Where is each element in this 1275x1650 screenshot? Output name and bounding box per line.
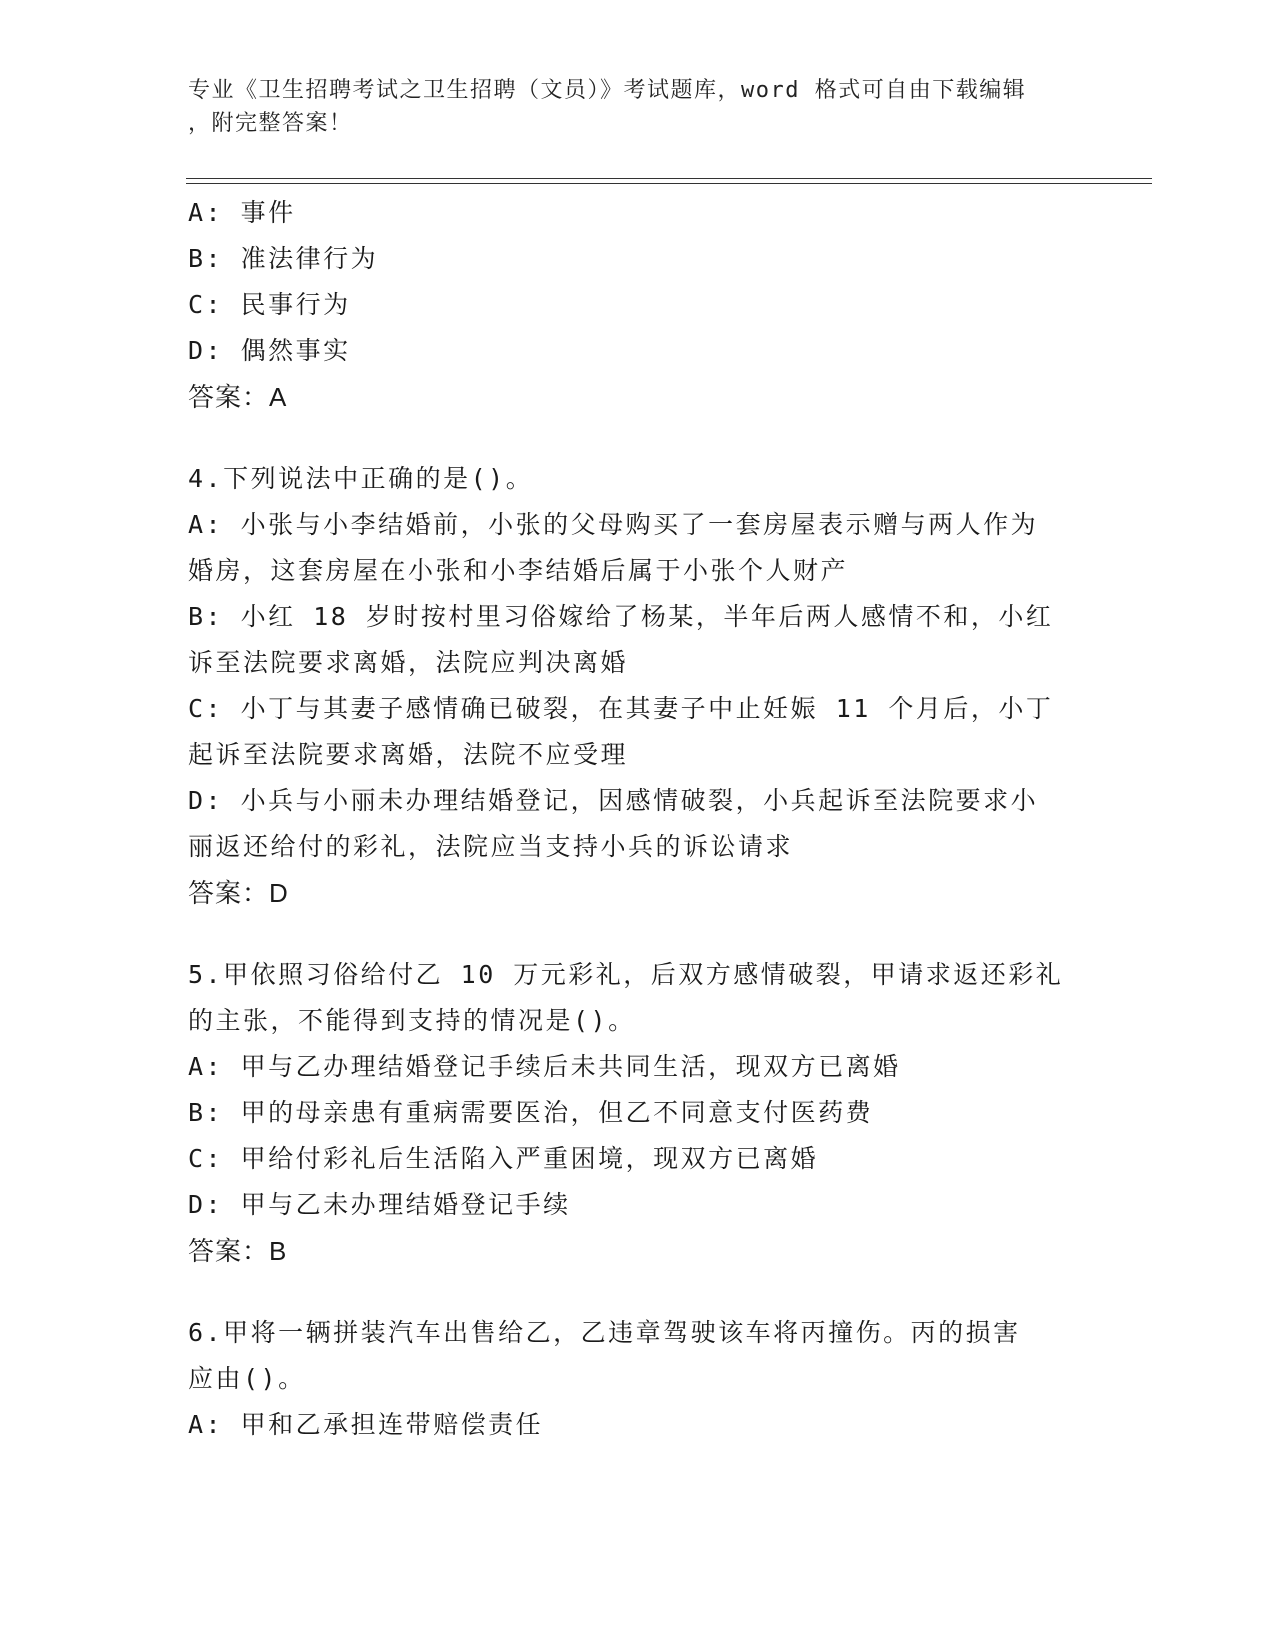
- document-header: [188, 74, 1068, 140]
- spacer: [188, 1274, 1078, 1310]
- header-divider-bottom: [186, 183, 1152, 184]
- option-b: B: 准法律行为: [188, 244, 379, 273]
- option-c: C: 民事行为: [188, 290, 351, 319]
- option-d-line-2: 丽返还给付的彩礼，法院应当支持小兵的诉讼请求: [188, 832, 794, 861]
- question-list: [188, 190, 1078, 1448]
- option-a: A: 事件: [188, 198, 296, 227]
- spacer: [188, 420, 1078, 456]
- question-text-line-1: 5.甲依照习俗给付乙 10 万元彩礼，后双方感情破裂，甲请求返还彩礼: [188, 960, 1064, 989]
- option-a-line-1: A: 小张与小李结婚前，小张的父母购买了一套房屋表示赠与两人作为: [188, 510, 1039, 539]
- answer-label: 答案：A: [188, 382, 288, 412]
- option-a: A: 甲和乙承担连带赔偿责任: [188, 1410, 544, 1439]
- option-d-line-1: D: 小兵与小丽未办理结婚登记，因感情破裂，小兵起诉至法院要求小: [188, 786, 1039, 815]
- option-b: B: 甲的母亲患有重病需要医治，但乙不同意支付医药费: [188, 1098, 874, 1127]
- option-a-line-2: 婚房，这套房屋在小张和小李结婚后属于小张个人财产: [188, 556, 849, 585]
- question-5: [188, 952, 1078, 1274]
- question-text-line-1: 6.甲将一辆拼装汽车出售给乙，乙违章驾驶该车将丙撞伤。丙的损害: [188, 1318, 1021, 1347]
- option-d: D: 甲与乙未办理结婚登记手续: [188, 1190, 571, 1219]
- question-text-line-2: 的主张，不能得到支持的情况是()。: [188, 1006, 636, 1035]
- option-c-line-2: 起诉至法院要求离婚，法院不应受理: [188, 740, 629, 769]
- option-b-line-1: B: 小红 18 岁时按村里习俗嫁给了杨某，半年后两人感情不和，小红: [188, 602, 1054, 631]
- option-c-line-1: C: 小丁与其妻子感情确已破裂，在其妻子中止妊娠 11 个月后，小丁: [188, 694, 1054, 723]
- header-line-2: ，附完整答案！: [188, 111, 353, 136]
- answer-label: 答案：D: [188, 878, 289, 908]
- option-c: C: 甲给付彩礼后生活陷入严重困境，现双方已离婚: [188, 1144, 819, 1173]
- answer-label: 答案：B: [188, 1236, 288, 1266]
- header-divider-top: [186, 178, 1152, 179]
- spacer: [188, 916, 1078, 952]
- option-a: A: 甲与乙办理结婚登记手续后未共同生活，现双方已离婚: [188, 1052, 901, 1081]
- question-text-line-2: 应由()。: [188, 1364, 306, 1393]
- question-6: [188, 1310, 1078, 1448]
- question-4: [188, 456, 1078, 916]
- question-3: [188, 190, 1078, 420]
- question-text: 4.下列说法中正确的是()。: [188, 464, 534, 493]
- option-d: D: 偶然事实: [188, 336, 351, 365]
- header-line-1: 专业《卫生招聘考试之卫生招聘（文员）》考试题库，word 格式可自由下载编辑: [188, 78, 1027, 103]
- option-b-line-2: 诉至法院要求离婚，法院应判决离婚: [188, 648, 629, 677]
